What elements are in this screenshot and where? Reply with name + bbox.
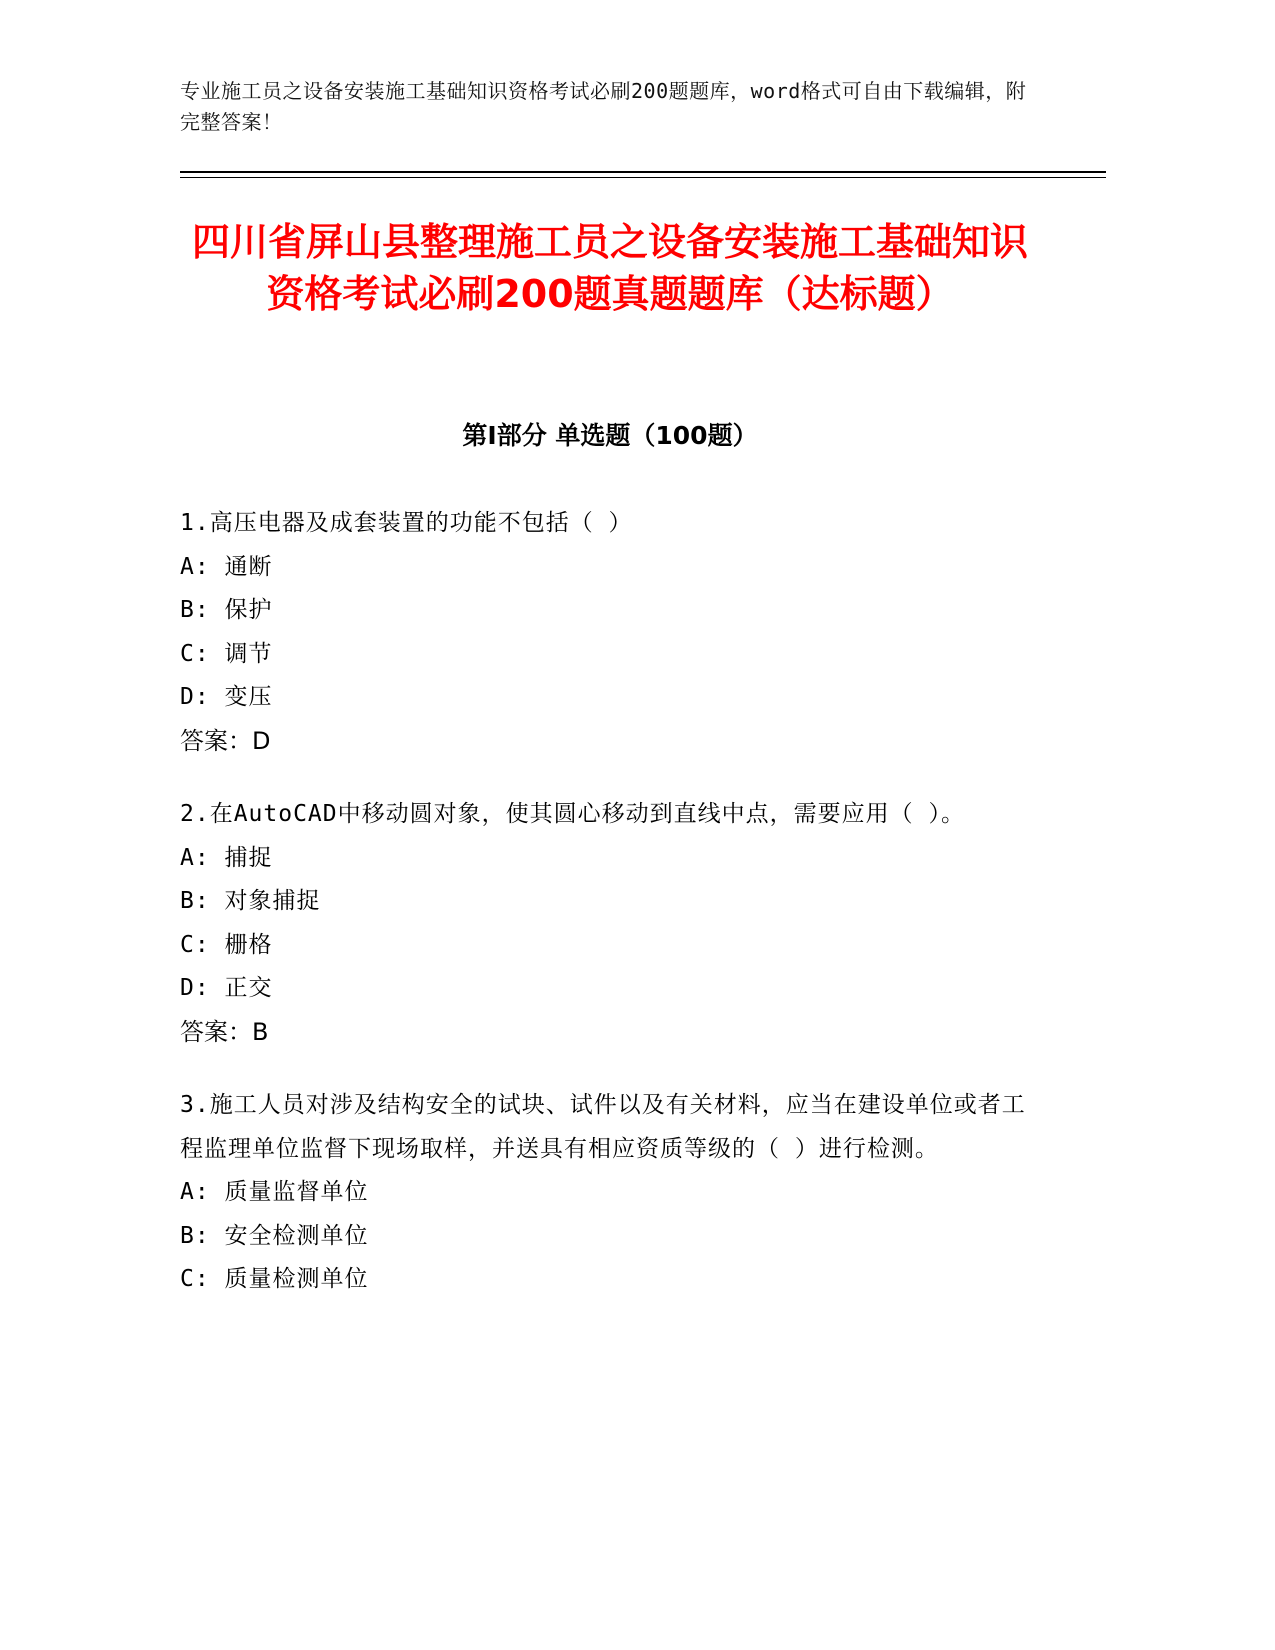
document-title: 四川省屏山县整理施工员之设备安装施工基础知识资格考试必刷200题真题题库（达标题） bbox=[191, 220, 1028, 316]
question-list bbox=[180, 502, 1040, 1332]
question-1 bbox=[180, 502, 1040, 763]
question-stem: 3.施工人员对涉及结构安全的试块、试件以及有关材料，应当在建设单位或者工程监理单位监督下现场取样，并送具有相应资质等级的（ ）进行检测。 bbox=[180, 1092, 1026, 1162]
option-c: C: 栅格 bbox=[180, 931, 273, 958]
option-a: A: 质量监督单位 bbox=[180, 1179, 369, 1205]
answer: 答案：D bbox=[180, 726, 271, 755]
answer: 答案：B bbox=[180, 1017, 269, 1046]
option-d: D: 变压 bbox=[180, 684, 273, 710]
question-stem: 2.在AutoCAD中移动圆对象，使其圆心移动到直线中点，需要应用（ ）。 bbox=[180, 801, 965, 827]
question-2 bbox=[180, 793, 1040, 1054]
option-c: C: 质量检测单位 bbox=[180, 1266, 369, 1292]
question-stem: 1.高压电器及成套装置的功能不包括（ ） bbox=[180, 510, 633, 536]
header-rule-thick bbox=[180, 171, 1106, 173]
question-3 bbox=[180, 1084, 1040, 1302]
section-heading: 第Ⅰ部分 单选题（100题） bbox=[462, 421, 758, 450]
option-a: A: 捕捉 bbox=[180, 844, 273, 871]
option-b: B: 对象捕捉 bbox=[180, 888, 321, 914]
option-b: B: 安全检测单位 bbox=[180, 1222, 369, 1249]
header-rule-thin bbox=[180, 177, 1106, 178]
option-c: C: 调节 bbox=[180, 640, 273, 667]
option-d: D: 正交 bbox=[180, 975, 273, 1001]
option-a: A: 通断 bbox=[180, 553, 273, 580]
option-b: B: 保护 bbox=[180, 597, 273, 623]
header-note: 专业施工员之设备安装施工基础知识资格考试必刷200题题库，word格式可自由下载编辑，附完整答案！ bbox=[180, 79, 1027, 134]
